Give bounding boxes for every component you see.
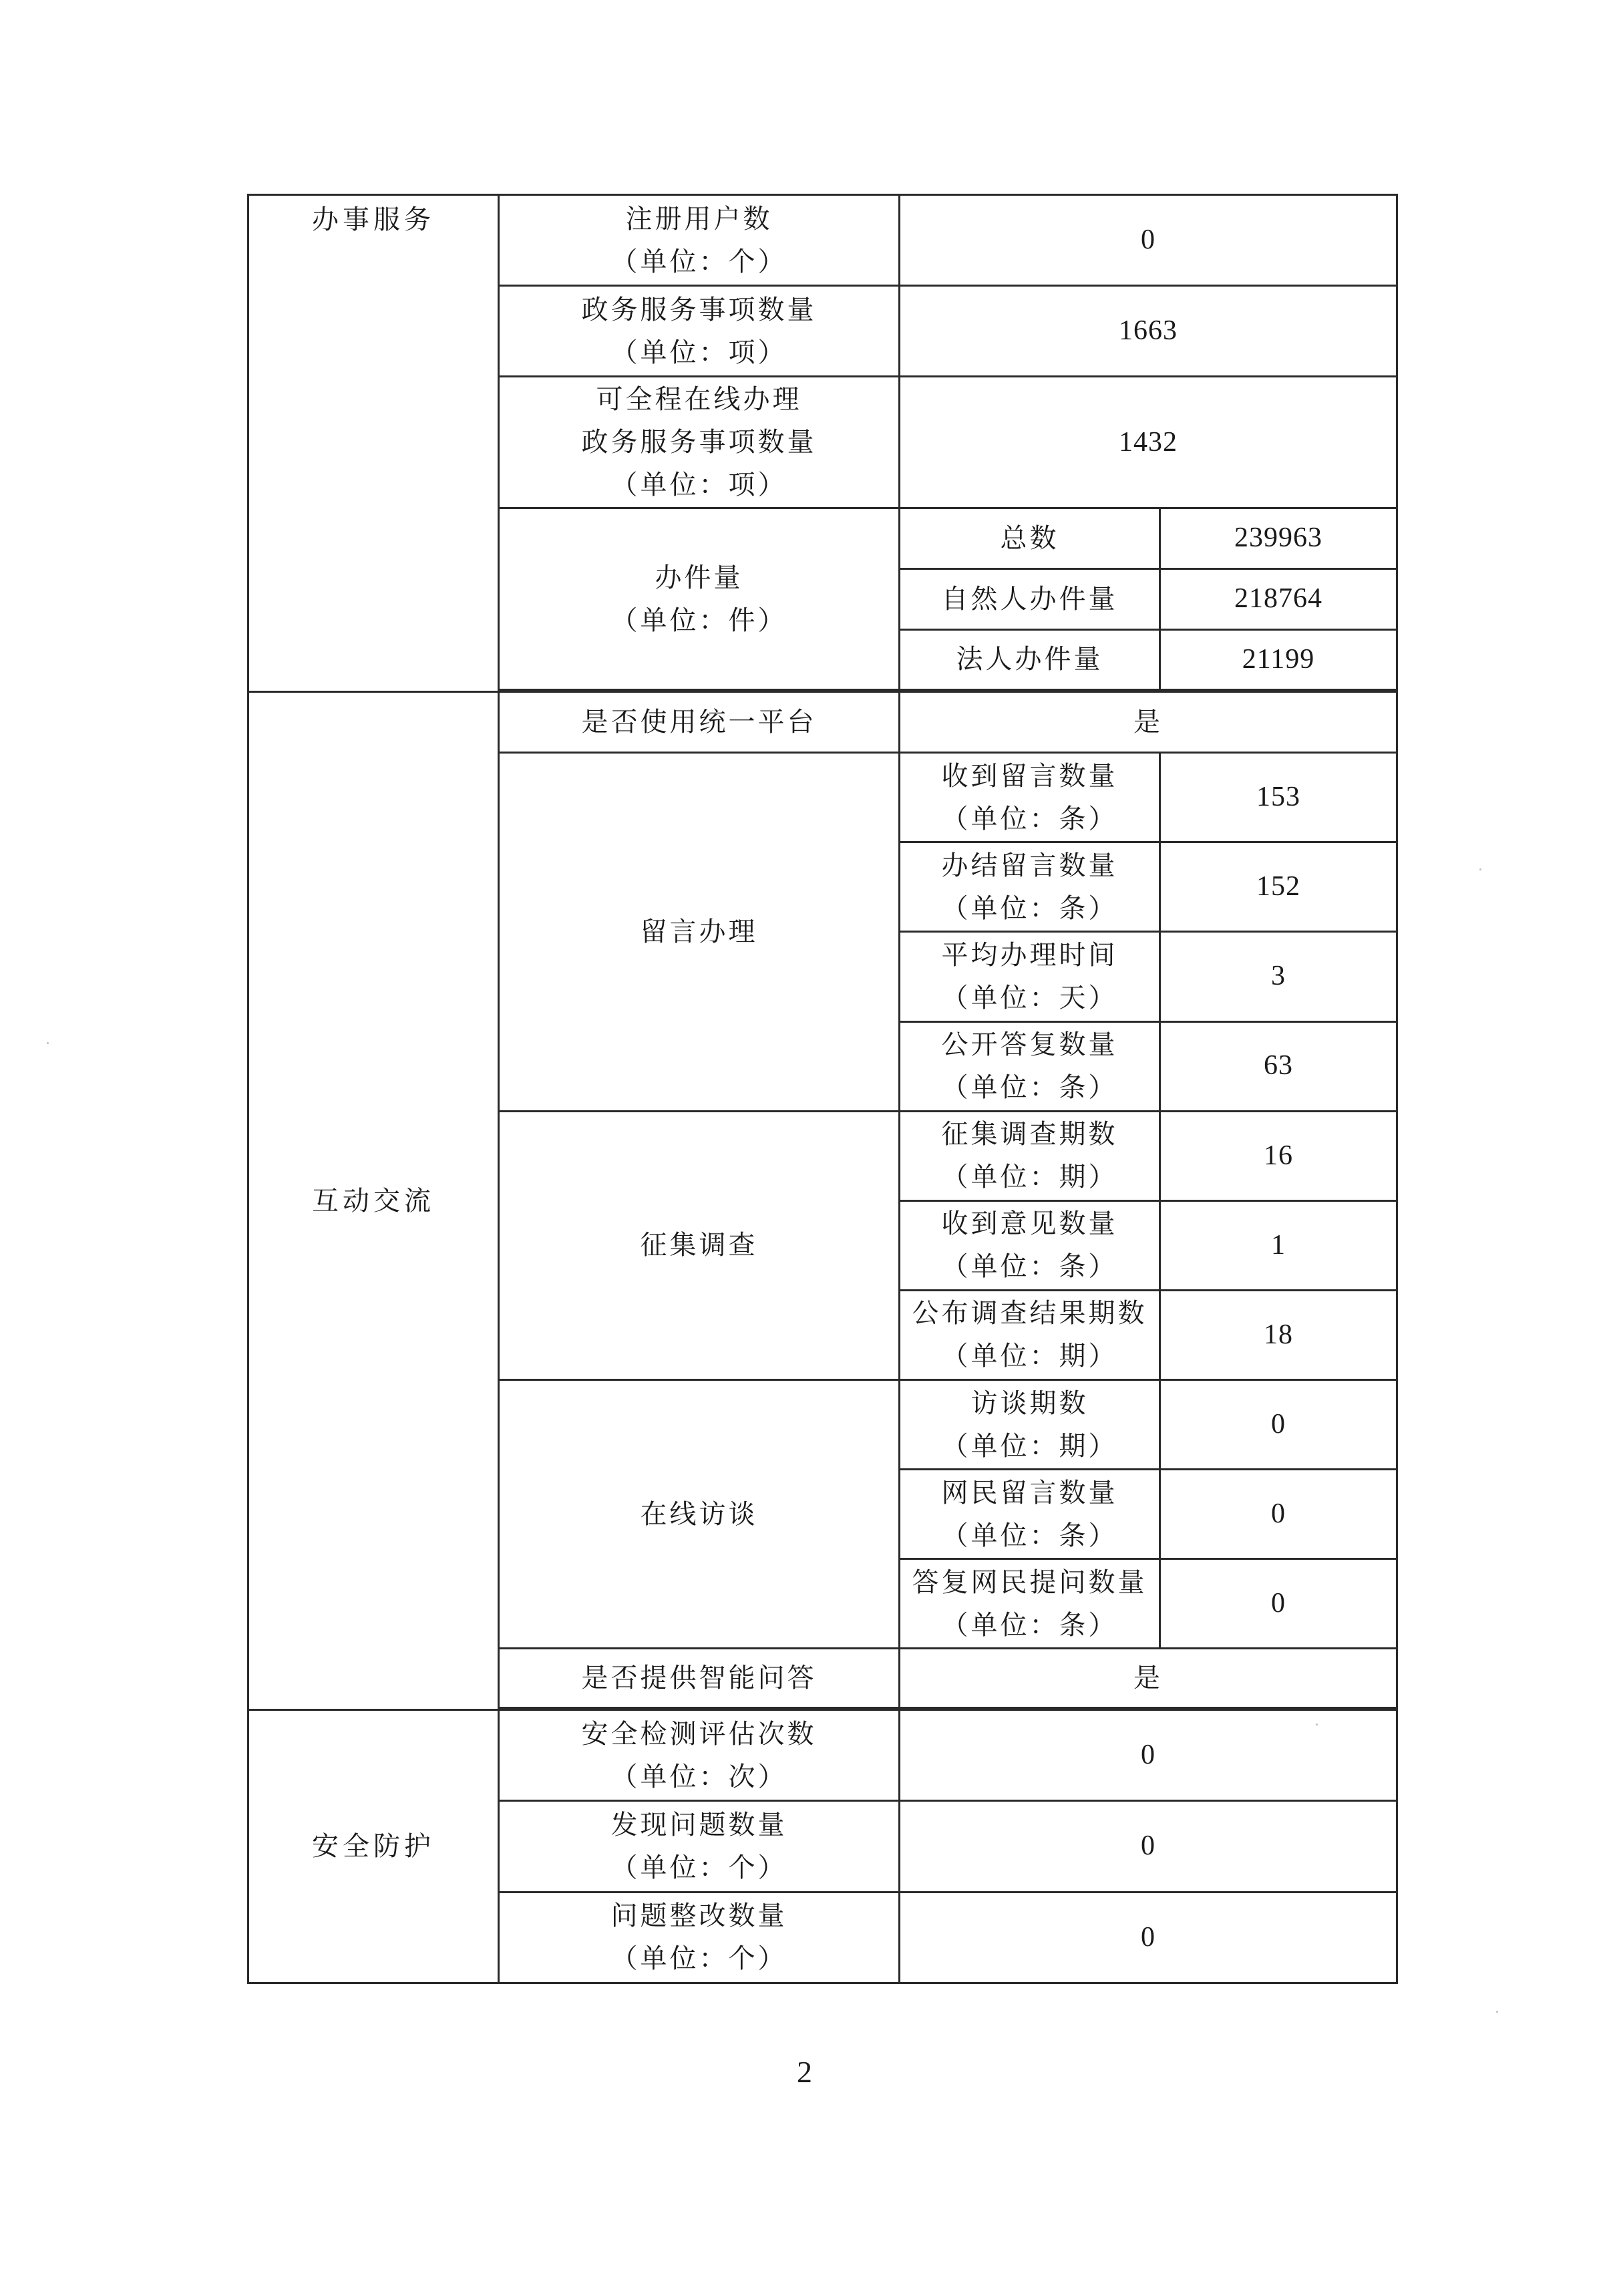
category-office-service: 办事服务 [248, 195, 499, 692]
service-items-value: 1663 [900, 286, 1397, 377]
issues-found-label: 发现问题数量 （单位：个） [499, 1801, 900, 1892]
category-interaction: 互动交流 [248, 692, 499, 1710]
registered-users-label: 注册用户数 （单位：个） [499, 195, 900, 286]
handled-natural-label: 自然人办件量 [900, 568, 1160, 629]
handled-natural-value: 218764 [1160, 568, 1397, 629]
messages-received-value: 153 [1160, 753, 1397, 842]
interview-answers-value: 0 [1160, 1559, 1397, 1649]
security-evaluations-value: 0 [900, 1710, 1397, 1801]
handled-label: 办件量 （单位：件） [499, 508, 900, 690]
category-security: 安全防护 [248, 1710, 499, 1983]
messages-public-replies-label: 公开答复数量 （单位：条） [900, 1021, 1160, 1111]
messages-label: 留言办理 [499, 753, 900, 1112]
online-items-label: 可全程在线办理 政务服务事项数量 （单位：项） [499, 377, 900, 508]
handled-legal-value: 21199 [1160, 629, 1397, 690]
table-row [248, 1710, 1397, 1801]
page-number: 2 [797, 2055, 812, 2089]
table-row [248, 195, 1397, 286]
survey-results-value: 18 [1160, 1290, 1397, 1379]
survey-results-label: 公布调查结果期数 （单位：期） [900, 1290, 1160, 1379]
messages-public-replies-value: 63 [1160, 1021, 1397, 1111]
survey-opinions-value: 1 [1160, 1200, 1397, 1290]
handled-total-label: 总数 [900, 508, 1160, 569]
interview-messages-value: 0 [1160, 1470, 1397, 1559]
survey-opinions-label: 收到意见数量 （单位：条） [900, 1200, 1160, 1290]
survey-periods-value: 16 [1160, 1111, 1397, 1200]
interview-periods-value: 0 [1160, 1380, 1397, 1470]
handled-total-value: 239963 [1160, 508, 1397, 569]
unified-platform-value: 是 [900, 692, 1397, 753]
survey-periods-label: 征集调查期数 （单位：期） [900, 1111, 1160, 1200]
issues-fixed-value: 0 [900, 1892, 1397, 1983]
survey-label: 征集调查 [499, 1111, 900, 1379]
issues-found-value: 0 [900, 1801, 1397, 1892]
statistics-table [247, 194, 1398, 1984]
messages-avg-time-label: 平均办理时间 （单位：天） [900, 932, 1160, 1021]
interview-answers-label: 答复网民提问数量 （单位：条） [900, 1559, 1160, 1649]
interview-label: 在线访谈 [499, 1380, 900, 1649]
online-items-value: 1432 [900, 377, 1397, 508]
messages-finished-value: 152 [1160, 842, 1397, 932]
security-evaluations-label: 安全检测评估次数 （单位：次） [499, 1710, 900, 1801]
scan-speck [47, 1042, 49, 1044]
messages-finished-label: 办结留言数量 （单位：条） [900, 842, 1160, 932]
messages-avg-time-value: 3 [1160, 932, 1397, 1021]
scan-speck [1496, 2011, 1498, 2013]
service-items-label: 政务服务事项数量 （单位：项） [499, 286, 900, 377]
interview-periods-label: 访谈期数 （单位：期） [900, 1380, 1160, 1470]
unified-platform-label: 是否使用统一平台 [499, 692, 900, 753]
table-row [248, 692, 1397, 753]
scan-speck [1479, 868, 1481, 870]
smart-qa-value: 是 [900, 1649, 1397, 1708]
registered-users-value: 0 [900, 195, 1397, 286]
interview-messages-label: 网民留言数量 （单位：条） [900, 1470, 1160, 1559]
smart-qa-label: 是否提供智能问答 [499, 1649, 900, 1708]
messages-received-label: 收到留言数量 （单位：条） [900, 753, 1160, 842]
issues-fixed-label: 问题整改数量 （单位：个） [499, 1892, 900, 1983]
handled-legal-label: 法人办件量 [900, 629, 1160, 690]
scan-speck [1316, 1724, 1318, 1726]
